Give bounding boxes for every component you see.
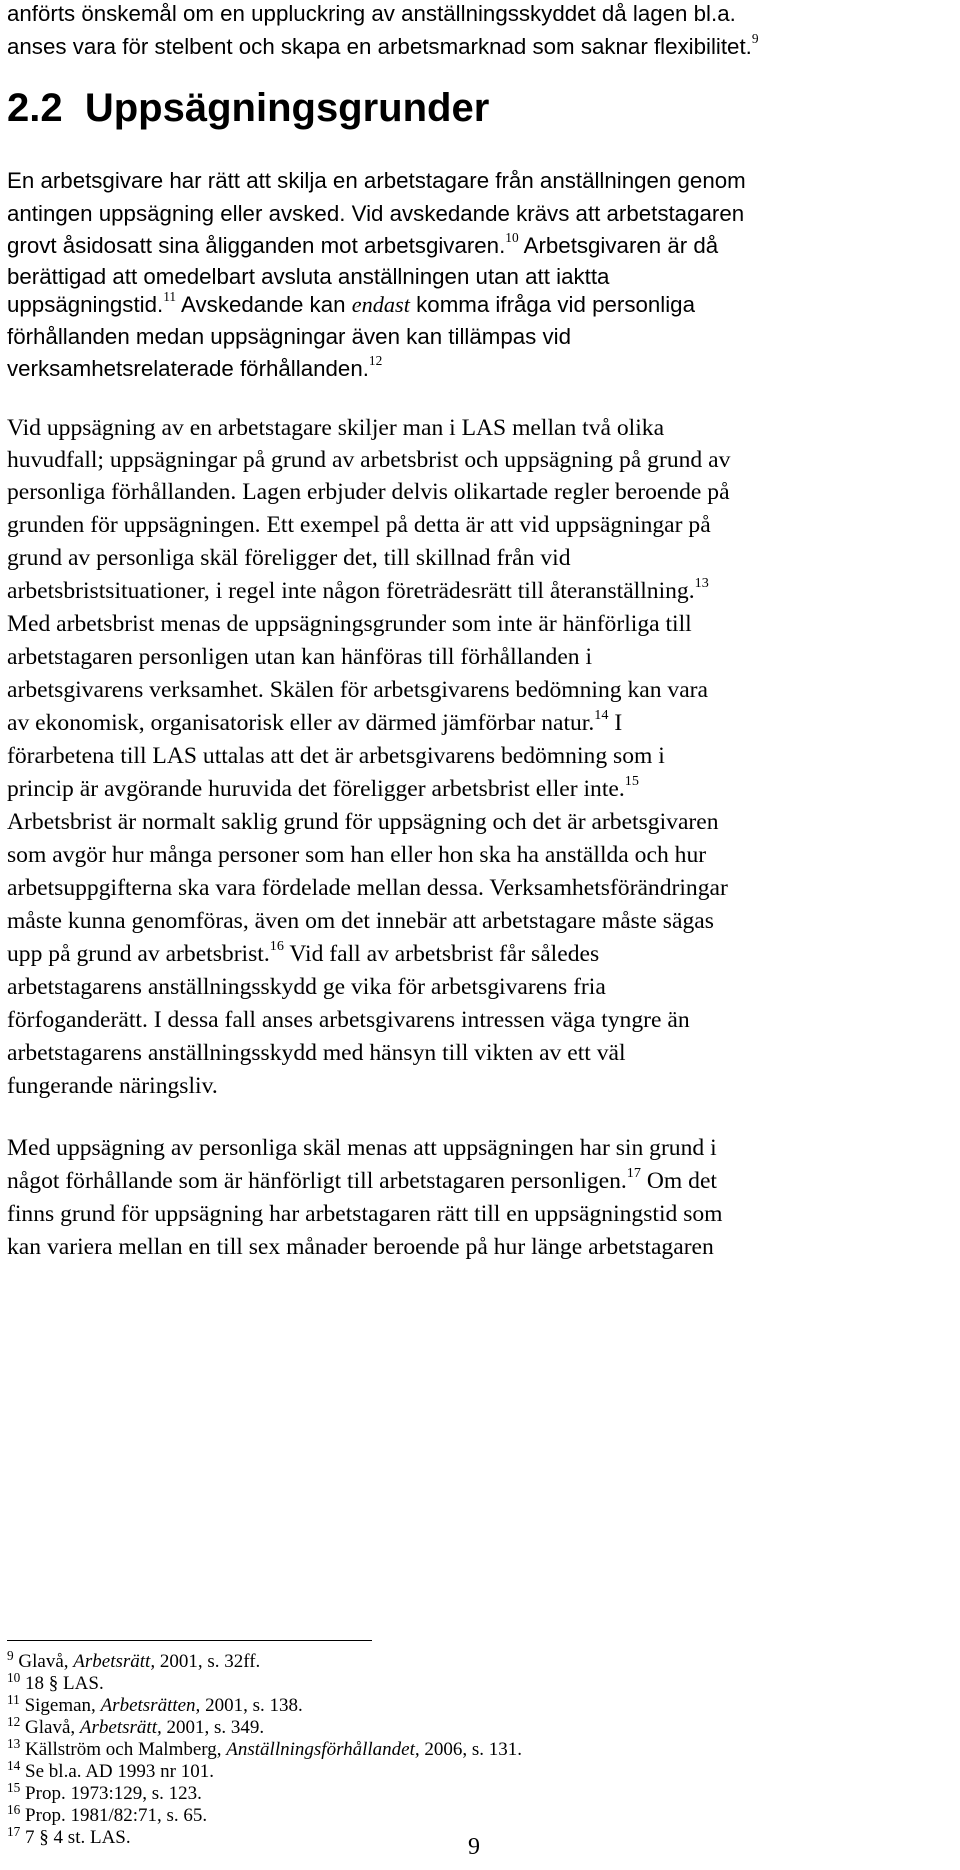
footnote-text: Glavå, xyxy=(25,1717,76,1738)
footnote-title: Anställningsförhållandet, xyxy=(226,1739,420,1760)
footnote-ref[interactable]: 10 xyxy=(505,230,519,245)
footnote-number: 10 xyxy=(7,1670,21,1685)
footnote xyxy=(7,1824,131,1848)
footnote-citation: 2001, s. 32ff. xyxy=(159,1651,261,1672)
paragraph-line: förarbetena till LAS uttalas att det är arbetsgivarens bedömning som i xyxy=(7,743,665,769)
paragraph-line: arbetstagaren personligen utan kan hänföras till förhållanden i xyxy=(7,644,593,670)
footnote xyxy=(7,1780,202,1804)
footnote-citation: 2001, s. 138. xyxy=(205,1695,303,1716)
paragraph-line: arbetstagarens anställningsskydd ge vika för arbetsgivarens fria xyxy=(7,974,606,1000)
paragraph-line: Arbetsbrist är normalt saklig grund för uppsägning och det är arbetsgivaren xyxy=(7,809,719,835)
paragraph-line: Vid uppsägning av en arbetstagare skiljer man i LAS mellan två olika xyxy=(7,415,665,441)
section-title: Uppsägningsgrunder xyxy=(84,86,490,130)
paragraph-line: arbetstagarens anställningsskydd med hänsyn till vikten av ett väl xyxy=(7,1040,626,1066)
footnote-title: Arbetsrätt, xyxy=(73,1651,156,1672)
paragraph-line: grunden för uppsägningen. Ett exempel på detta är att vid uppsägningar på xyxy=(7,512,711,538)
footnote xyxy=(7,1736,523,1760)
footnote-text: 7 § 4 st. LAS. xyxy=(25,1827,131,1848)
footnote xyxy=(7,1714,265,1738)
footnote-title: Arbetsrätt, xyxy=(79,1717,162,1738)
paragraph-line: Med uppsägning av personliga skäl menas att uppsägningen har sin grund i xyxy=(7,1135,717,1161)
paragraph-line: grovt åsidosatt sina åligganden mot arbetsgivaren.$^{10}$ Arbetsgivaren är då xyxy=(7,230,719,258)
footnote-number: 12 xyxy=(7,1714,21,1729)
paragraph-line: arbetsuppgifterna ska vara fördelade mellan dessa. Verksamhetsförändringar xyxy=(7,875,728,901)
footnote-text: Källström och Malmberg, xyxy=(25,1739,222,1760)
footnote xyxy=(7,1802,208,1826)
footnote-number: 14 xyxy=(7,1758,21,1773)
footnote-text: Prop. 1981/82:71, s. 65. xyxy=(25,1805,208,1826)
footnote-title: Arbetsrätten, xyxy=(100,1695,201,1716)
footnote-number: 17 xyxy=(7,1824,21,1839)
paragraph-line: finns grund för uppsägning har arbetstagaren rätt till en uppsägningstid som xyxy=(7,1201,723,1227)
paragraph-line: antingen uppsägning eller avsked. Vid avskedande krävs att arbetstagaren xyxy=(7,201,745,226)
footnote-text: 18 § LAS. xyxy=(25,1673,104,1694)
paragraph-line: personliga förhållanden. Lagen erbjuder delvis olikartade regler beroende på xyxy=(7,479,730,505)
footnote-number: 16 xyxy=(7,1802,21,1817)
paragraph-line: uppsägningstid.$^{11}$ Avskedande kan endast komma ifråga vid personliga xyxy=(7,289,695,317)
paragraph-line: förfoganderätt. I dessa fall anses arbetsgivarens intressen väga tyngre än xyxy=(7,1007,690,1033)
paragraph-line: upp på grund av arbetsbrist.$^{16}$ Vid fall av arbetsbrist får således xyxy=(7,938,600,967)
paragraph-line: som avgör hur många personer som han eller hon ska ha anställda och hur xyxy=(7,842,707,868)
intro-line: anses vara för stelbent och skapa en arbetsmarknad som saknar flexibilitet.$^9$ xyxy=(7,31,759,59)
paragraph-line: huvudfall; uppsägningar på grund av arbetsbrist och uppsägning på grund av xyxy=(7,447,731,473)
footnote-citation: 2001, s. 349. xyxy=(166,1717,265,1738)
footnote-ref[interactable]: 14 xyxy=(594,707,609,723)
section-number: 2.2 xyxy=(7,86,63,130)
footnote-number: 11 xyxy=(7,1692,20,1707)
footnote-text: Glavå, xyxy=(18,1651,69,1672)
footnote-ref[interactable]: 12 xyxy=(368,353,383,368)
paragraph-line: Med arbetsbrist menas de uppsägningsgrunder som inte är hänförliga till xyxy=(7,611,692,637)
footnote-ref[interactable]: 9 xyxy=(751,31,759,46)
paragraph-line: En arbetsgivare har rätt att skilja en arbetstagare från anställningen genom xyxy=(7,168,746,193)
footnote xyxy=(7,1692,303,1716)
section-heading xyxy=(7,88,489,128)
paragraph-line: av ekonomisk, organisatorisk eller av därmed jämförbar natur.$^{14}$ I xyxy=(7,707,623,736)
intro-line: anförts önskemål om en uppluckring av anställningsskyddet då lagen bl.a. xyxy=(7,1,736,26)
footnote-ref[interactable]: 13 xyxy=(694,575,709,591)
paragraph-line: fungerande näringsliv. xyxy=(7,1073,218,1099)
footnote xyxy=(7,1758,214,1782)
paragraph-line: berättigad att omedelbart avsluta anställningen utan att iaktta xyxy=(7,264,610,289)
footnote-text: Sigeman, xyxy=(24,1695,96,1716)
paragraph-line: förhållanden medan uppsägningar även kan tillämpas vid xyxy=(7,324,571,349)
emphasis: endast xyxy=(351,292,410,317)
footnote-text: Se bl.a. AD 1993 nr 101. xyxy=(25,1761,214,1782)
paragraph-line: princip är avgörande huruvida det föreligger arbetsbrist eller inte.$^{15}$ xyxy=(7,773,639,802)
paragraph-line: måste kunna genomföras, även om det innebär att arbetstagare måste sägas xyxy=(7,908,714,934)
footnote-ref[interactable]: 16 xyxy=(269,938,284,954)
footnote xyxy=(7,1648,261,1672)
footnote-ref[interactable]: 11 xyxy=(163,289,177,304)
footnote-ref[interactable]: 17 xyxy=(626,1165,641,1181)
paragraph-line: verksamhetsrelaterade förhållanden.$^{12}$ xyxy=(7,353,383,381)
footnote-number: 9 xyxy=(7,1648,14,1663)
footnote-ref[interactable]: 15 xyxy=(624,773,639,789)
footnote-number: 13 xyxy=(7,1736,21,1751)
footnote-number: 15 xyxy=(7,1780,21,1795)
paragraph-line: något förhållande som är hänförligt till arbetstagaren personligen.$^{17}$ Om det xyxy=(7,1165,717,1194)
page-number: 9 xyxy=(468,1834,480,1860)
paragraph-line: kan variera mellan en till sex månader beroende på hur länge arbetstagaren xyxy=(7,1234,714,1260)
paragraph-line: arbetsgivarens verksamhet. Skälen för arbetsgivarens bedömning kan vara xyxy=(7,677,709,703)
paragraph-line: arbetsbristsituationer, i regel inte någon företrädesrätt till återanställning.$^{13}$ xyxy=(7,575,709,604)
footnote-text: Prop. 1973:129, s. 123. xyxy=(25,1783,202,1804)
paragraph-line: grund av personliga skäl föreligger det, till skillnad från vid xyxy=(7,545,571,571)
footnote-separator xyxy=(7,1640,372,1641)
footnote xyxy=(7,1670,104,1694)
footnote-citation: 2006, s. 131. xyxy=(424,1739,523,1760)
